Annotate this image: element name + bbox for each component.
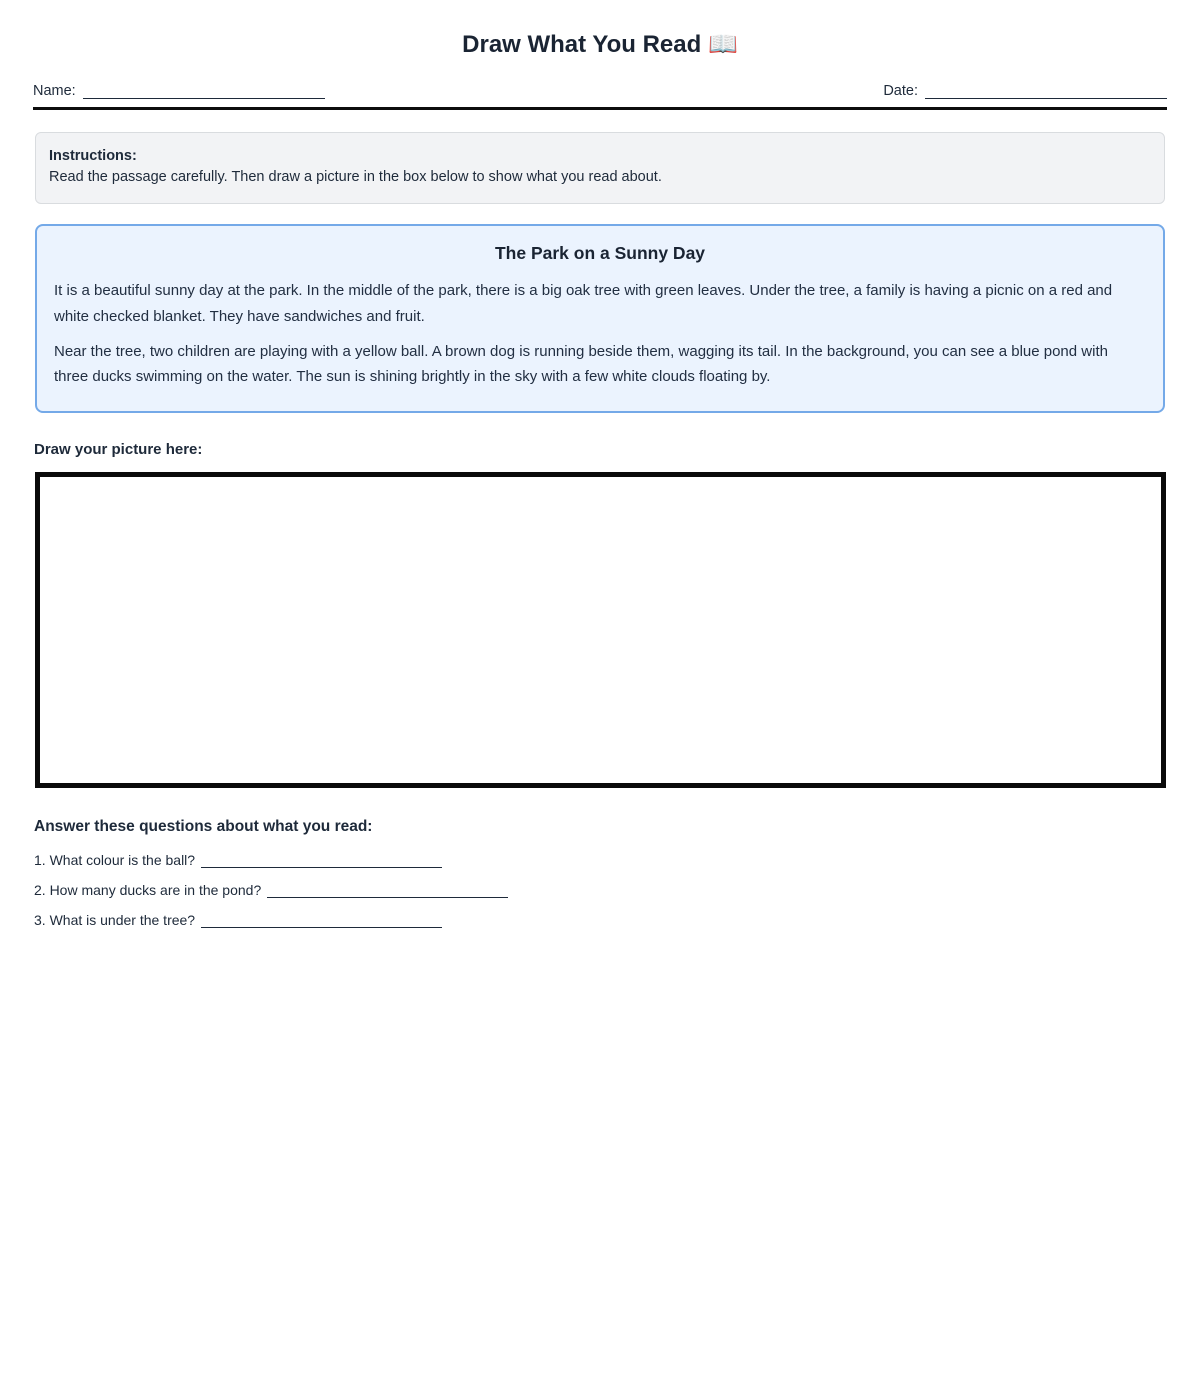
questions-heading: Answer these questions about what you read: [34, 818, 373, 836]
answer-write-line [201, 914, 442, 928]
question-text: 1. What colour is the ball? [34, 852, 196, 869]
instructions-box [35, 132, 1165, 204]
name-field-group [33, 83, 325, 99]
passage-box [35, 224, 1165, 413]
page-title: Draw What You Read 📖 [462, 31, 738, 58]
passage-paragraph: It is a beautiful sunny day at the park. In the middle of the park, there is a big oak tree with green leaves. Under the tree, a family is having a picnic on a red and white checked blanket. They have sandwiches and fruit. [54, 282, 1113, 325]
date-label: Date: [883, 83, 918, 99]
answer-write-line [201, 854, 442, 868]
question-row [34, 852, 1167, 868]
passage-title: The Park on a Sunny Day [494, 243, 706, 264]
header-divider [33, 107, 1167, 110]
question-row [34, 882, 1167, 898]
draw-picture-label: Draw your picture here: [34, 441, 203, 459]
passage-paragraph: Near the tree, two children are playing with a yellow ball. A brown dog is running beside them, wagging its tail. In the background, you can see a blue pond with three ducks swimming on the water. The sun is shining brightly in the sky with a few white clouds floating by. [54, 342, 1108, 386]
name-write-line [83, 84, 325, 99]
question-text: 2. How many ducks are in the pond? [34, 882, 262, 899]
name-label: Name: [33, 83, 76, 99]
question-text: 3. What is under the tree? [34, 912, 196, 929]
question-row [34, 912, 1167, 928]
date-write-line [925, 84, 1167, 99]
answer-write-line [267, 884, 508, 898]
drawing-box [35, 472, 1166, 788]
instructions-label: Instructions: [49, 148, 137, 164]
name-date-row [33, 83, 1167, 99]
date-field-group [883, 83, 1167, 99]
instructions-text: Read the passage carefully. Then draw a picture in the box below to show what you read about. [49, 169, 662, 186]
